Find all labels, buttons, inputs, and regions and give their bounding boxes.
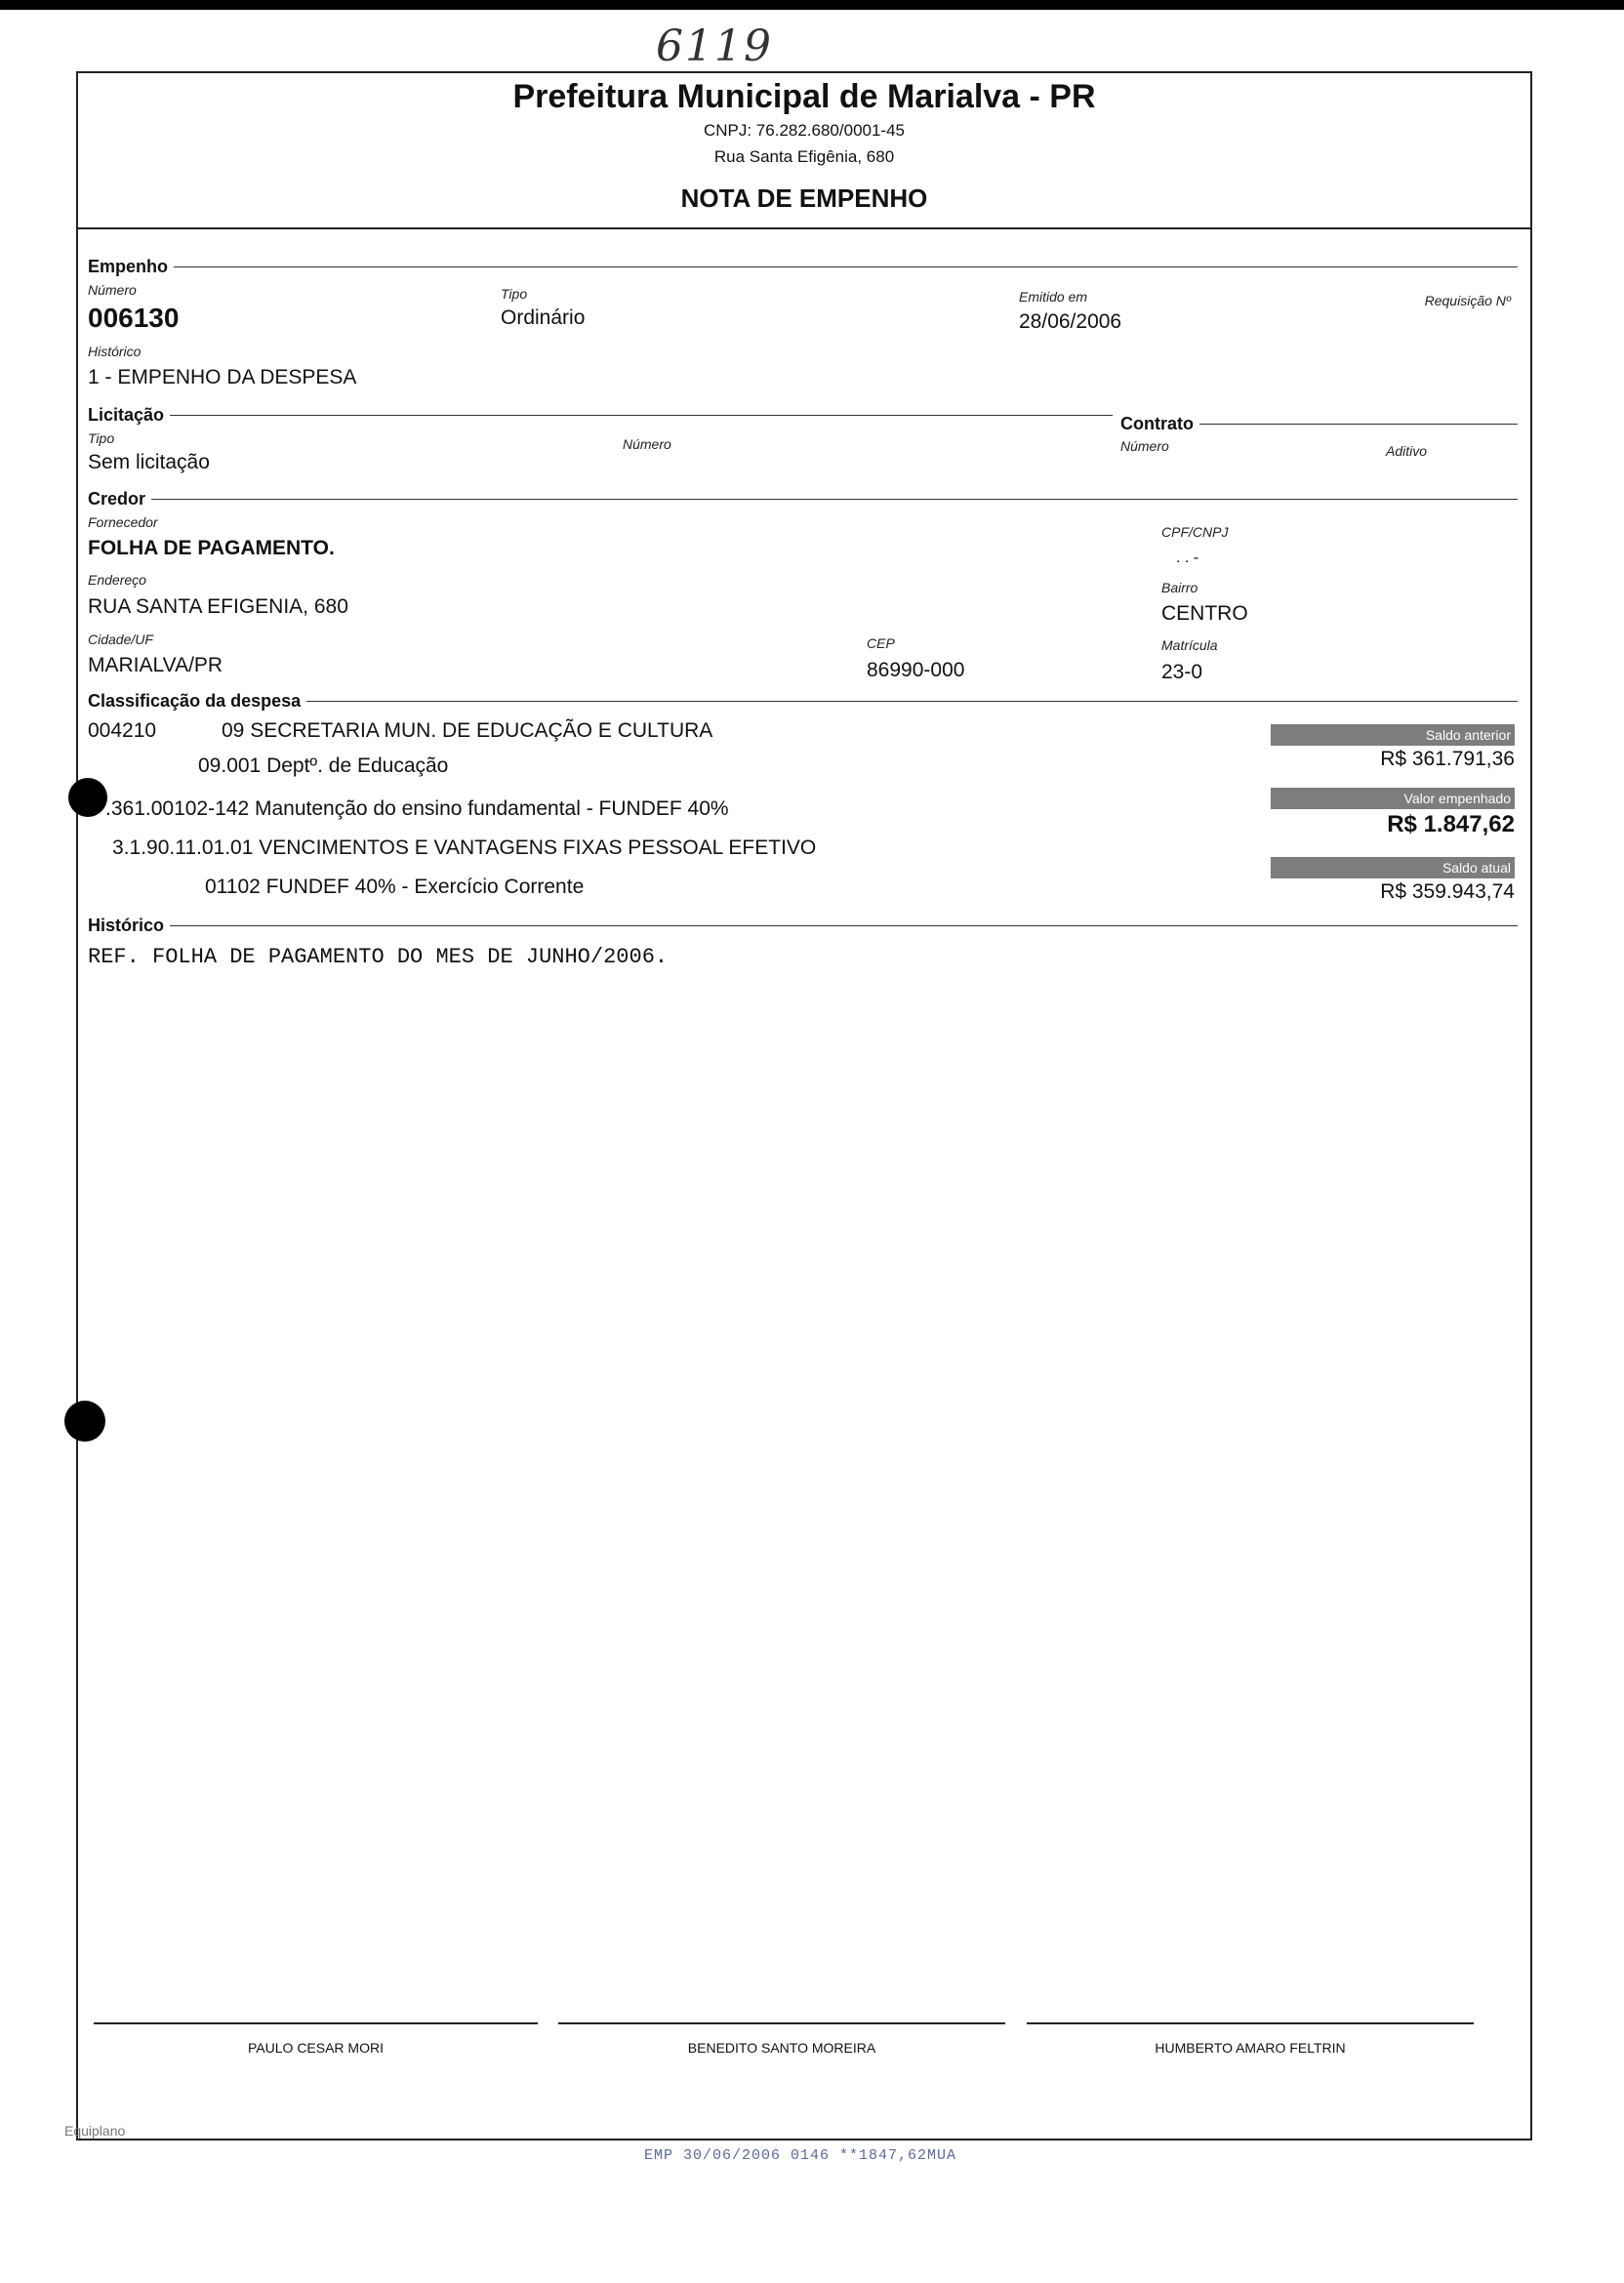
section-empenho-label: Empenho [88, 257, 169, 276]
matricula: 23-0 [1161, 661, 1203, 683]
licitacao-numero-label: Número [623, 436, 671, 452]
section-classificacao [88, 691, 1518, 712]
section-licitacao-label: Licitação [88, 405, 165, 425]
historico-empenho: 1 - EMPENHO DA DESPESA [88, 366, 357, 388]
emitido-label: Emitido em [1019, 289, 1088, 305]
signature-name-3: HUMBERTO AMARO FELTRIN [1155, 2040, 1346, 2056]
matricula-label: Matrícula [1161, 637, 1218, 653]
endereco: RUA SANTA EFIGENIA, 680 [88, 595, 348, 618]
saldo-anterior: R$ 361.791,36 [1380, 748, 1515, 770]
signature-line-2 [558, 2022, 1005, 2024]
classificacao-line-2: 09.001 Deptº. de Educação [198, 754, 449, 777]
section-classificacao-label: Classificação da despesa [88, 691, 302, 711]
licitacao-tipo-label: Tipo [88, 430, 115, 446]
historico-text: REF. FOLHA DE PAGAMENTO DO MES DE JUNHO/2006. [88, 945, 669, 969]
handwritten-number: 6119 [656, 21, 773, 71]
saldo-atual-label: Saldo atual [1271, 857, 1515, 878]
empenho-tipo: Ordinário [501, 306, 586, 329]
valor-empenhado-label: Valor empenhado [1271, 788, 1515, 809]
emitido-date: 28/06/2006 [1019, 310, 1122, 333]
punch-hole-top [68, 778, 107, 817]
classificacao-line-4: 3.1.90.11.01.01 VENCIMENTOS E VANTAGENS FIXAS PESSOAL EFETIVO [112, 836, 817, 859]
contrato-aditivo-label: Aditivo [1386, 443, 1428, 459]
cpf-value: . . - [1176, 550, 1199, 566]
punch-hole-bottom [64, 1401, 105, 1442]
fornecedor-label: Fornecedor [88, 514, 158, 530]
cnpj: CNPJ: 76.282.680/0001-45 [703, 121, 906, 140]
footer-brand: Equiplano [64, 2123, 126, 2139]
historico-empenho-label: Histórico [88, 344, 142, 359]
signature-line-3 [1027, 2022, 1474, 2024]
section-historico-label: Histórico [88, 916, 165, 935]
classificacao-line-3: .361.00102-142 Manutenção do ensino fundamental - FUNDEF 40% [105, 797, 729, 820]
classificacao-line-5: 01102 FUNDEF 40% - Exercício Corrente [205, 876, 585, 898]
cidade-label: Cidade/UF [88, 632, 153, 647]
classificacao-line-1: 09 SECRETARIA MUN. DE EDUCAÇÃO E CULTURA [222, 719, 713, 742]
saldo-anterior-label: Saldo anterior [1271, 724, 1515, 746]
section-credor [88, 489, 1518, 510]
licitacao-tipo: Sem licitação [88, 451, 210, 473]
valor-empenhado: R$ 1.847,62 [1387, 811, 1515, 837]
empenho-tipo-label: Tipo [501, 286, 528, 302]
section-licitacao [88, 405, 1113, 426]
fornecedor: FOLHA DE PAGAMENTO. [88, 537, 335, 559]
bairro: CENTRO [1161, 602, 1248, 625]
document-title: NOTA DE EMPENHO [680, 183, 928, 213]
cep: 86990-000 [867, 659, 965, 681]
bank-stamp: EMP 30/06/2006 0146 **1847,62MUA [644, 2147, 957, 2164]
requisicao-label: Requisição Nº [1424, 293, 1511, 308]
header-divider [76, 227, 1532, 229]
classificacao-code: 004210 [88, 719, 157, 742]
contrato-numero-label: Número [1120, 438, 1169, 454]
page-title: Prefeitura Municipal de Marialva - PR [512, 78, 1096, 115]
bairro-label: Bairro [1161, 580, 1198, 595]
signature-name-2: BENEDITO SANTO MOREIRA [687, 2040, 876, 2056]
saldo-atual: R$ 359.943,74 [1380, 880, 1515, 903]
section-credor-label: Credor [88, 489, 146, 509]
endereco-label: Endereço [88, 572, 146, 588]
section-historico [88, 916, 1518, 936]
cep-label: CEP [867, 635, 895, 651]
address: Rua Santa Efigênia, 680 [713, 147, 895, 166]
signature-line-1 [94, 2022, 538, 2024]
cidade: MARIALVA/PR [88, 654, 223, 676]
cpf-label: CPF/CNPJ [1161, 524, 1229, 540]
empenho-numero-label: Número [88, 282, 137, 298]
section-empenho [88, 257, 1518, 277]
empenho-numero: 006130 [88, 303, 180, 333]
signature-name-1: PAULO CESAR MORI [248, 2040, 384, 2056]
scan-top-edge [0, 0, 1624, 10]
section-contrato-label: Contrato [1120, 414, 1194, 433]
section-contrato [1120, 414, 1518, 434]
